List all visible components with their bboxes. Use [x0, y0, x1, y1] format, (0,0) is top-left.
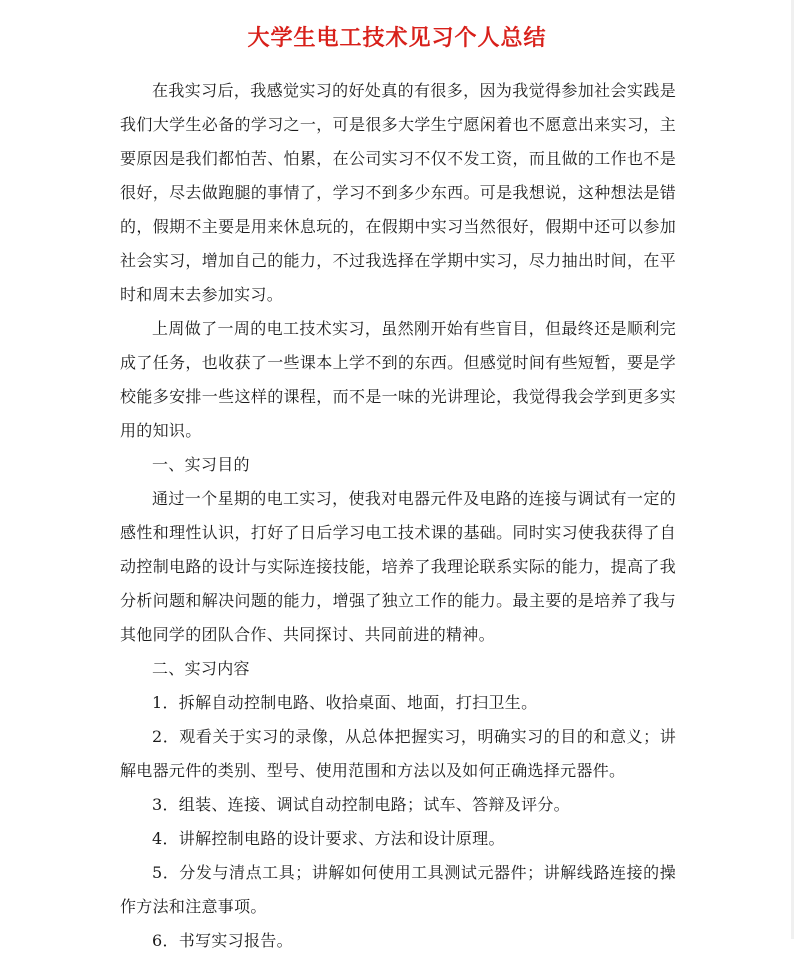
section-heading-purpose: 一、实习目的 [152, 455, 250, 474]
paragraph-purpose: 通过一个星期的电工实习，使我对电器元件及电路的连接与调试有一定的感性和理性认识，打好了日后学习电工技术课的基础。同时实习使我获得了自动控制电路的设计与实际连接技能，培养了我理论联系实际的能力，提高了我分析问题和解决问题的能力，增强了独立工作的能力。最主要的是培养了我与其他同学的团队合作、共同探讨、共同前进的精神。 [120, 489, 676, 644]
section-heading-content: 二、实习内容 [152, 659, 250, 678]
list-item-1: 1．拆解自动控制电路、收拾桌面、地面，打扫卫生。 [152, 693, 538, 712]
list-item-5: 5．分发与清点工具；讲解如何使用工具测试元器件；讲解线路连接的操作方法和注意事项。 [120, 863, 676, 916]
list-item-4: 4．讲解控制电路的设计要求、方法和设计原理。 [152, 829, 505, 848]
list-item-6: 6．书写实习报告。 [152, 931, 293, 950]
list-item-2: 2．观看关于实习的录像，从总体把握实习，明确实习的目的和意义；讲解电器元件的类别、型号、使用范围和方法以及如何正确选择元器件。 [120, 727, 676, 780]
document-title: 大学生电工技术见习个人总结 [247, 26, 547, 51]
paragraph-last-week: 上周做了一周的电工技术实习，虽然刚开始有些盲目，但最终还是顺利完成了任务，也收获了一些课本上学不到的东西。但感觉时间有些短暂，要是学校能多安排一些这样的课程，而不是一味的光讲理论，我觉得我会学到更多实用的知识。 [120, 319, 676, 440]
paragraph-intro: 在我实习后，我感觉实习的好处真的有很多，因为我觉得参加社会实践是我们大学生必备的学习之一，可是很多大学生宁愿闲着也不愿意出来实习，主要原因是我们都怕苦、怕累，在公司实习不仅不发工资，而且做的工作也不是很好，尽去做跑腿的事情了，学习不到多少东西。可是我想说，这种想法是错的，假期不主要是用来休息玩的，在假期中实习当然很好，假期中还可以参加社会实习，增加自己的能力，不过我选择在学期中实习，尽力抽出时间，在平时和周末去参加实习。 [120, 81, 676, 304]
list-item-3: 3．组装、连接、调试自动控制电路；试车、答辩及评分。 [152, 795, 570, 814]
document-body [120, 74, 676, 958]
